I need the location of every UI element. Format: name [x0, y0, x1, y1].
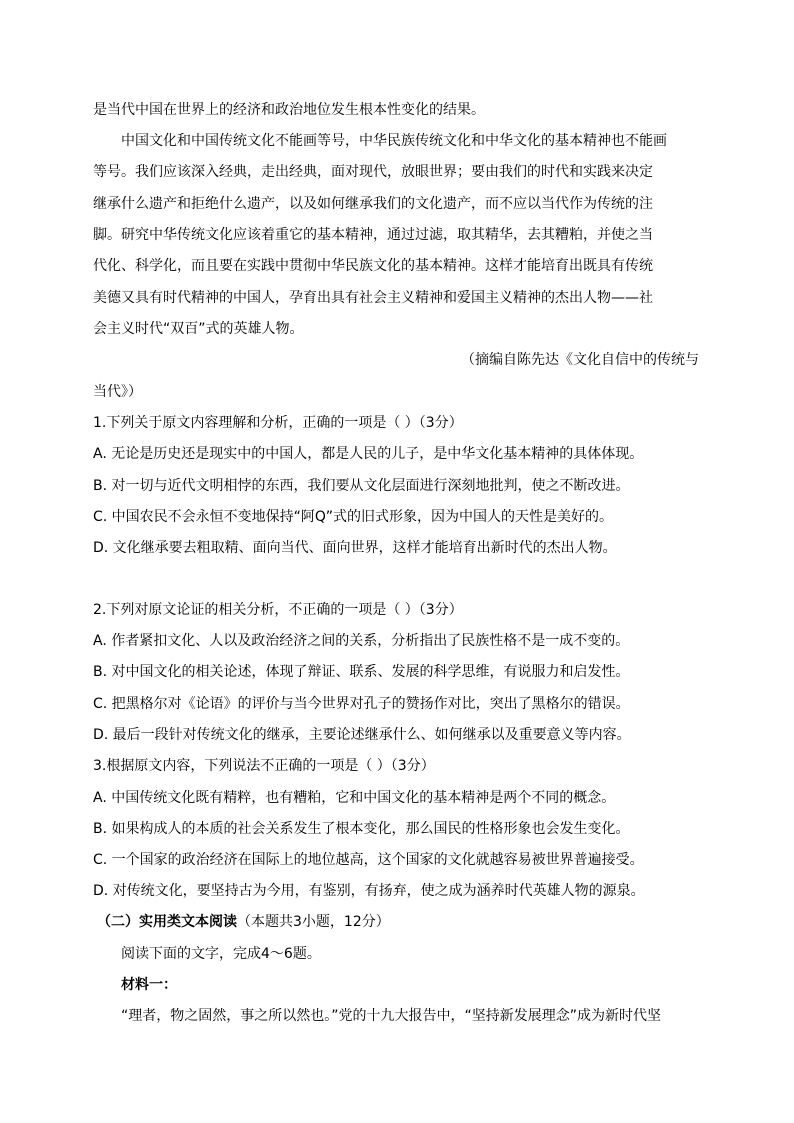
source-citation: （摘编自陈先达《文化自信中的传统与: [461, 352, 699, 368]
passage-line: 继承什么遗产和拒绝什么遗产，以及如何继承我们的文化遗产，而不应以当代作为传统的注: [93, 196, 653, 212]
passage-line: 中国文化和中国传统文化不能画等号，中华民族传统文化和中华文化的基本精神也不能画: [121, 133, 667, 149]
source-citation-cont: 当代》）: [93, 384, 142, 400]
question-3-stem: 3.根据原文内容，下列说法不正确的一项是（ ）（3分）: [93, 758, 435, 774]
section-heading-title: （二）实用类文本阅读: [97, 914, 237, 930]
section-heading-note: （本题共3小题，12分）: [237, 914, 390, 930]
question-1-option-b: B. 对一切与近代文明相悖的东西，我们要从文化层面进行深刻地批判，使之不断改进。: [93, 478, 630, 494]
question-3-option-a: A. 中国传统文化既有精粹，也有糟粕，它和中国文化的基本精神是两个不同的概念。: [93, 790, 616, 806]
passage-line: 会主义时代“双百”式的英雄人物。: [93, 321, 304, 337]
question-1-option-d: D. 文化继承要去粗取精、面向当代、面向世界，这样才能培育出新时代的杰出人物。: [93, 540, 617, 556]
section-instruction: 阅读下面的文字，完成4～6题。: [121, 946, 321, 962]
question-2-option-b: B. 对中国文化的相关论述，体现了辩证、联系、发展的科学思维，有说服力和启发性。: [93, 664, 630, 680]
passage-line: 脚。研究中华传统文化应该着重它的基本精神，通过过滤，取其精华，去其糟粕，并使之当: [93, 227, 653, 243]
question-1-option-c: C. 中国农民不会永恒不变地保持“阿Q”式的旧式形象，因为中国人的天性是美好的。: [93, 509, 613, 525]
question-2-option-d: D. 最后一段针对传统文化的继承，主要论述继承什么、如何继承以及重要意义等内容。: [93, 727, 631, 743]
question-2-stem: 2.下列对原文论证的相关分析，不正确的一项是（ ）（3分）: [93, 602, 463, 618]
question-2-option-a: A. 作者紧扣文化、人以及政治经济之间的关系，分析指出了民族性格不是一成不变的。: [93, 633, 630, 649]
passage-line: 等号。我们应该深入经典，走出经典，面对现代，放眼世界；要由我们的时代和实践来决定: [93, 164, 653, 180]
material-text-line: “理者，物之固然，事之所以然也。”党的十九大报告中，“坚持新发展理念”成为新时代坚: [121, 1008, 662, 1024]
question-1-stem: 1.下列关于原文内容理解和分析，正确的一项是（ ）（3分）: [93, 415, 463, 431]
section-heading: [97, 912, 390, 932]
passage-line: 是当代中国在世界上的经济和政治地位发生根本性变化的结果。: [93, 102, 485, 118]
passage-line: 美德又具有时代精神的中国人，孕育出具有社会主义精神和爱国主义精神的杰出人物——社: [93, 290, 653, 306]
material-label: 材料一：: [121, 977, 177, 993]
question-3-option-b: B. 如果构成人的本质的社会关系发生了根本变化，那么国民的性格形象也会发生变化。: [93, 821, 630, 837]
question-3-option-c: C. 一个国家的政治经济在国际上的地位越高，这个国家的文化就越容易被世界普遍接受。: [93, 852, 644, 868]
question-3-option-d: D. 对传统文化，要坚持古为今用，有鉴别，有扬弃，使之成为涵养时代英雄人物的源泉。: [93, 883, 645, 899]
question-2-option-c: C. 把黑格尔对《论语》的评价与当今世界对孔子的赞扬作对比，突出了黑格尔的错误。: [93, 696, 630, 712]
question-1-option-a: A. 无论是历史还是现实中的中国人，都是人民的儿子，是中华文化基本精神的具体体现。: [93, 446, 644, 462]
passage-line: 代化、科学化，而且要在实践中贯彻中华民族文化的基本精神。这样才能培育出既具有传统: [93, 258, 653, 274]
